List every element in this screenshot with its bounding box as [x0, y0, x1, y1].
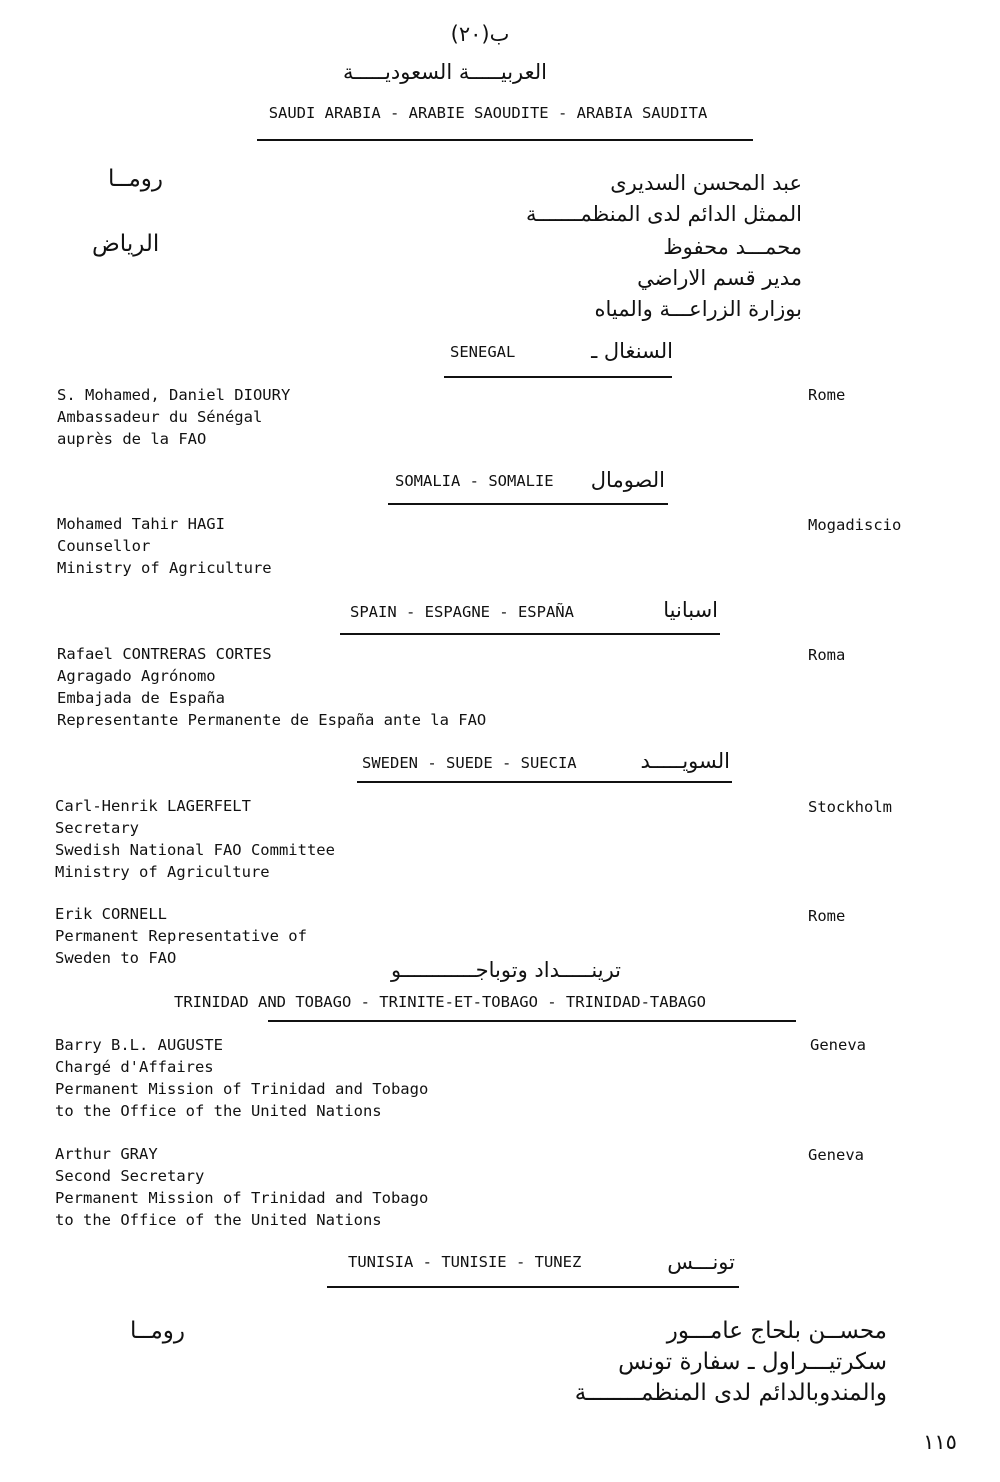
spain-delegate-1-city: Roma	[808, 646, 846, 664]
delegate-name: عبد المحسن السديرى	[610, 171, 802, 195]
delegate-name: محســن بلحاج عامـــور	[666, 1318, 887, 1344]
page-marker: ب(٢٠)	[450, 22, 510, 46]
delegate-ministry: Ministry of Agriculture	[55, 863, 270, 881]
delegate-affiliation: auprès de la FAO	[57, 430, 207, 448]
delegate-title: Secretary	[55, 819, 139, 837]
delegate-title: سكرتيـــراول ـ سفارة تونس	[618, 1349, 887, 1375]
delegate-affiliation: Embajada de España	[57, 689, 225, 707]
somalia-delegate-1	[57, 513, 272, 579]
delegate-name: Arthur GRAY	[55, 1145, 158, 1163]
sweden-delegate-1-city: Stockholm	[808, 798, 892, 816]
trinidad-delegate-1	[55, 1034, 428, 1122]
sweden-delegate-2-city: Rome	[808, 907, 846, 925]
delegate-name: Mohamed Tahir HAGI	[57, 515, 225, 533]
saudi-delegate-2	[595, 232, 802, 325]
delegate-affiliation: Ministry of Agriculture	[57, 559, 272, 577]
trinidad-heading: TRINIDAD AND TOBAGO - TRINITE-ET-TOBAGO - TRINIDAD-TABAGO	[174, 993, 706, 1011]
saudi-arabic-heading: العربيـــــة السعوديـــــة	[343, 60, 547, 84]
saudi-delegate-1	[526, 168, 802, 230]
sweden-delegate-2	[55, 903, 307, 969]
delegate-title: Ambassadeur du Sénégal	[57, 408, 263, 426]
delegate-title: Agragado Agrónomo	[57, 667, 216, 685]
delegate-title: Permanent Representative of	[55, 927, 307, 945]
saudi-heading: SAUDI ARABIA - ARABIE SAOUDITE - ARABIA SAUDITA	[268, 104, 708, 122]
senegal-delegate-1-city: Rome	[808, 386, 846, 404]
delegate-title: مدير قسم الاراضي	[637, 266, 802, 290]
saudi-heading-rule	[257, 139, 753, 141]
delegate-title: الممثل الدائم لدى المنظمـــــــة	[526, 202, 802, 226]
tunisia-delegate-1-city: رومــا	[130, 1318, 186, 1344]
senegal-delegate-1	[57, 384, 290, 450]
somalia-arabic-heading: الصومال	[590, 468, 665, 492]
somalia-heading: SOMALIA - SOMALIE	[395, 472, 554, 490]
trinidad-arabic-heading: ترينـــــداد وتوباجــــــــــــو	[391, 958, 621, 982]
sweden-arabic-heading: السويـــــد	[640, 749, 730, 773]
delegate-affiliation: بوزارة الزراعـــة والمياه	[594, 297, 802, 321]
tunisia-heading: TUNISIA - TUNISIE - TUNEZ	[348, 1253, 582, 1271]
page-number: ١١٥	[923, 1430, 957, 1454]
trinidad-heading-rule	[268, 1020, 796, 1022]
delegate-name: Barry B.L. AUGUSTE	[55, 1036, 223, 1054]
sweden-delegate-1	[55, 795, 335, 883]
trinidad-delegate-1-city: Geneva	[810, 1036, 866, 1054]
delegate-affiliation-2: to the Office of the United Nations	[55, 1211, 382, 1229]
delegate-name: محمـــد محفوظ	[663, 235, 802, 259]
delegate-title: Chargé d'Affaires	[55, 1058, 214, 1076]
somalia-delegate-1-city: Mogadiscio	[808, 516, 902, 534]
saudi-delegate-2-city: الرياض	[92, 231, 160, 257]
delegate-affiliation: Swedish National FAO Committee	[55, 841, 335, 859]
delegate-role: Representante Permanente de España ante la FAO	[57, 711, 487, 729]
delegate-name: Erik CORNELL	[55, 905, 167, 923]
delegate-affiliation: Permanent Mission of Trinidad and Tobago	[55, 1080, 429, 1098]
spain-heading: SPAIN - ESPAGNE - ESPAÑA	[350, 603, 574, 621]
delegate-affiliation-2: to the Office of the United Nations	[55, 1102, 382, 1120]
spain-delegate-1	[57, 643, 486, 731]
senegal-heading-rule	[444, 376, 672, 378]
trinidad-delegate-2-city: Geneva	[808, 1146, 864, 1164]
tunisia-delegate-1	[575, 1316, 887, 1409]
delegate-title: Counsellor	[57, 537, 151, 555]
trinidad-delegate-2	[55, 1143, 428, 1231]
spain-heading-rule	[340, 633, 720, 635]
tunisia-arabic-heading: تونـــس	[667, 1250, 735, 1274]
somalia-heading-rule	[388, 503, 668, 505]
delegate-name: Rafael CONTRERAS CORTES	[57, 645, 272, 663]
delegate-affiliation: Sweden to FAO	[55, 949, 177, 967]
tunisia-heading-rule	[327, 1286, 739, 1288]
sweden-heading-rule	[357, 781, 732, 783]
delegate-name: Carl-Henrik LAGERFELT	[55, 797, 251, 815]
delegate-name: S. Mohamed, Daniel DIOURY	[57, 386, 291, 404]
sweden-heading: SWEDEN - SUEDE - SUECIA	[362, 754, 577, 772]
senegal-arabic-heading: السنغال ـ	[591, 339, 673, 363]
delegate-affiliation: والمندوبالدائم لدى المنظمــــــــة	[574, 1380, 887, 1406]
senegal-heading: SENEGAL	[450, 343, 516, 361]
spain-arabic-heading: اسبانيا	[663, 598, 718, 622]
delegate-title: Second Secretary	[55, 1167, 205, 1185]
delegate-affiliation: Permanent Mission of Trinidad and Tobago	[55, 1189, 429, 1207]
saudi-delegate-1-city: رومــا	[108, 166, 164, 192]
